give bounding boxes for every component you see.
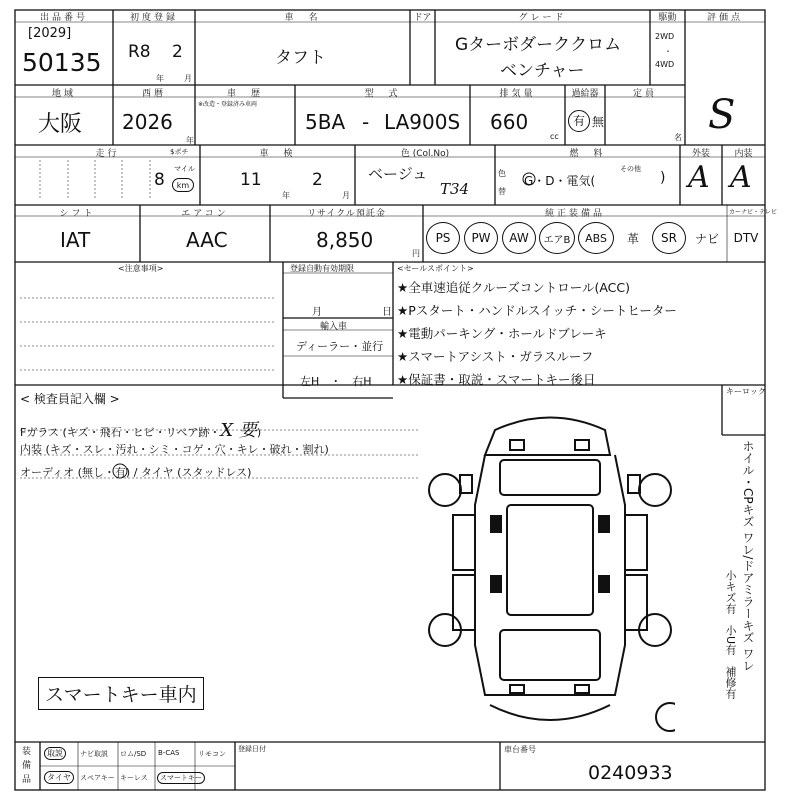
chassis-header: 車台番号 (504, 745, 536, 754)
fuel-close: ) (660, 170, 666, 186)
import-handle: 左H ・ 右H (300, 375, 372, 388)
first-reg-unit-year: 年 (156, 74, 164, 83)
mileage-unit-km: km (172, 178, 194, 192)
inspection-header: 車 検 (259, 149, 296, 159)
turbo-yes: 有 (568, 110, 590, 132)
bottom-item: ロム/SD (120, 750, 147, 758)
model-type-prefix: 5BA (305, 110, 346, 134)
equip-airbag: エアB (539, 222, 575, 254)
drive-header: 駆動 (658, 13, 677, 23)
row-label-3: 品 (22, 775, 32, 785)
exterior-value: A (688, 160, 710, 195)
mileage-unit-mile: マイル (174, 165, 195, 173)
sales-point: ★全車速追従クルーズコントロール(ACC) (397, 280, 630, 295)
interior-value: A (730, 160, 752, 195)
vehicle-id-sub: ※改造・登録済み車両 (198, 101, 258, 108)
reg-expiry-day: 日 (382, 307, 392, 318)
inspection-unit-month: 月 (342, 191, 350, 200)
first-reg-header: 初度登録 (129, 13, 178, 23)
inspection-month: 2 (312, 170, 323, 190)
audio-line: オーディオ (無し・有) / タイヤ (スタッドレス) (20, 466, 252, 479)
key-lock-header: キーロック (726, 387, 766, 396)
recycle-value: 8,850 (316, 228, 374, 252)
sales-point: ★Pスタート・ハンドルスイッチ・シートヒーター (397, 303, 677, 318)
grade-line1: Gターボダーククロム (455, 35, 622, 55)
glass-label: Fガラス (キズ・飛石・ヒビ・リペア跡・ (20, 426, 221, 439)
car-name-header: 車 名 (284, 13, 321, 23)
recycle-unit: 円 (412, 249, 420, 258)
glass-line (20, 416, 261, 442)
inspection-year: 11 (240, 170, 262, 190)
import-dealer: ディーラー・並行 (296, 340, 384, 353)
equip-abs: ABS (578, 222, 614, 254)
bottom-item: スペアキー (80, 774, 115, 782)
capacity-header: 定員 (632, 89, 657, 99)
bottom-row-label (22, 745, 31, 787)
fuel-g-circle (522, 172, 536, 186)
equip-pw: PW (464, 222, 498, 254)
reg-expiry-month: 月 (312, 307, 322, 318)
drive-sep: ・ (664, 47, 672, 56)
score-header: 評価点 (706, 13, 743, 23)
grade-header: グレード (518, 13, 567, 23)
fuel-text: G・D・電気( (524, 174, 596, 188)
first-reg-unit-month: 月 (184, 74, 192, 83)
drive-4wd: 4WD (655, 60, 675, 69)
turbo-no: 無 (592, 115, 605, 129)
equip-sr: SR (652, 222, 686, 254)
handwritten-note: スマートキー車内 (38, 677, 204, 710)
navi-tv-header: カーナビ・テレビ (729, 209, 777, 216)
mileage-header: 走行 (95, 149, 120, 159)
model-year-value: 2026 (122, 110, 173, 134)
bottom-item: キーレス (120, 774, 148, 782)
exterior-header: 外装 (691, 149, 710, 159)
first-reg-era: R8 (128, 42, 151, 62)
aircon-header: エアコン (181, 209, 229, 219)
import-header: 輸入車 (320, 322, 348, 332)
model-type-code: LA900S (384, 110, 461, 134)
door-header: ドア (413, 13, 432, 23)
reg-expiry-header: 登録自動有効期限 (290, 264, 354, 273)
glass-mark: X 要 (220, 420, 257, 441)
model-type-header: 型 式 (364, 89, 401, 99)
row-label-1: 装 (22, 747, 32, 757)
area-value: 大阪 (38, 112, 83, 137)
bottom-item: 取説 (44, 747, 66, 760)
turbo-header: 過給器 (571, 89, 599, 99)
chassis-number: 0240933 (588, 762, 673, 784)
sales-points-list (397, 276, 677, 391)
lot-number: 50135 (22, 48, 102, 77)
car-name: タフト (275, 48, 326, 68)
equip-aw: AW (502, 222, 536, 254)
capacity-unit: 名 (674, 133, 682, 142)
equip-leather: 革 (626, 231, 639, 246)
recycle-header: リサイクル預託金 (307, 209, 386, 219)
color-code: T34 (440, 180, 470, 198)
right-note-col2: 小キズ有 小U有 補修有 (724, 570, 737, 700)
score-value: S (708, 92, 736, 138)
audio-circle-mark (112, 463, 128, 479)
row-label-2: 備 (22, 761, 32, 771)
interior-header: 内装 (734, 149, 753, 159)
bottom-item: リモコン (198, 750, 226, 758)
reg-date-label: 登録日付 (238, 745, 266, 753)
equip-navi: ナビ (694, 231, 719, 246)
inspection-unit-year: 年 (282, 191, 290, 200)
mileage-value: 8 (154, 170, 165, 190)
bottom-item: スマートキー (157, 772, 205, 784)
model-year-unit: 年 (186, 136, 194, 145)
model-type-dash: - (362, 110, 370, 134)
fuel-other: その他 (620, 165, 641, 173)
inspector-header: < 検査員記入欄 > (20, 392, 120, 406)
color-header: 色 (Col.No) (400, 149, 450, 159)
sales-point: ★電動パーキング・ホールドブレーキ (397, 326, 607, 341)
bottom-item: B-CAS (158, 749, 180, 757)
lot-number-top: [2029] (28, 26, 72, 41)
aircon-value: AAC (186, 228, 228, 252)
displacement-value: 660 (490, 110, 529, 134)
mileage-dev-header: $ポチ (170, 148, 189, 156)
grade-line2: ベンチャー (500, 61, 585, 81)
displacement-unit: cc (550, 132, 559, 141)
area-header: 地域 (51, 89, 76, 99)
vehicle-id-header: 車 歴 (226, 89, 263, 99)
equip-ps: PS (426, 222, 460, 254)
car-diagram (425, 405, 675, 735)
displacement-header: 排気量 (499, 89, 536, 99)
sales-point: ★スマートアシスト・ガラスルーフ (397, 349, 594, 364)
sales-points-header: <セールスポイント> (397, 264, 474, 273)
glass-close: ) (256, 426, 262, 439)
equip-dtv: DTV (733, 231, 759, 245)
right-note-col1: ホイル・CPキズ ワレ/ドアミラーキズ ワレ (741, 440, 755, 672)
notes-header: <注意事項> (118, 264, 164, 273)
lot-header: 出品番号 (39, 13, 88, 23)
fuel-header: 燃 料 (569, 149, 606, 159)
interior-line: 内装 (キズ・スレ・汚れ・シミ・コゲ・穴・キレ・破れ・割れ) (20, 443, 329, 456)
shift-header: シフト (59, 209, 96, 219)
shift-value: IAT (60, 228, 91, 252)
sales-point: ★保証書・取説・スマートキー後日 (397, 372, 596, 387)
color-label2: 替 (498, 187, 506, 196)
equipment-header: 純正装備品 (544, 209, 605, 219)
first-reg-year: 2 (172, 42, 183, 62)
bottom-item: タイヤ (44, 771, 74, 784)
model-year-header: 西暦 (141, 89, 166, 99)
color-name: ベージュ (368, 165, 428, 183)
color-label1: 色 (498, 169, 506, 178)
bottom-item: ナビ取説 (80, 750, 108, 758)
drive-2wd: 2WD (655, 32, 675, 41)
